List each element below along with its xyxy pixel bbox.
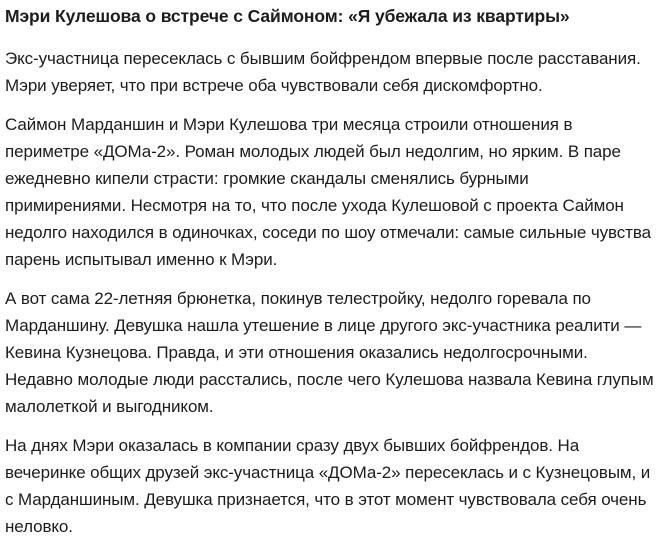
text-line: Недавно молодые люди расстались, после чего Кулешова назвала Кевина глупым — [5, 370, 654, 389]
article-title: Мэри Кулешова о встрече с Саймоном: «Я убежала из квартиры» — [5, 6, 570, 26]
text-line: Кевина Кузнецова. Правда, и эти отношения оказались недолгосрочными. — [5, 343, 588, 362]
text-line: периметре «ДОМа-2». Роман молодых людей был недолгим, но ярким. В паре — [5, 142, 621, 161]
text-line: ежедневно кипели страсти: громкие скандалы сменялись бурными — [5, 169, 529, 188]
text-line: Мэри уверяет, что при встрече оба чувствовали себя дискомфортно. — [5, 76, 543, 95]
text-line: Экс-участница пересеклась с бывшим бойфрендом впервые после расставания. — [5, 49, 641, 68]
text-line: вечеринке общих друзей экс-участница «ДОМа-2» пересеклась и с Кузнецовым, и — [5, 463, 651, 482]
text-line: А вот сама 22-летняя брюнетка, покинув телестройку, недолго горевала по — [5, 289, 591, 308]
text-line: Саймон Марданшин и Мэри Кулешова три месяца строили отношения в — [5, 115, 573, 134]
text-line: примирениями. Несмотря на то, что после ухода Кулешовой с проекта Саймон — [5, 196, 624, 215]
article-lead-paragraph — [5, 45, 666, 99]
text-line: с Марданшиным. Девушка признается, что в этот момент чувствовала себя очень — [5, 490, 647, 509]
text-line: неловко. — [5, 517, 73, 536]
article-paragraph-2 — [5, 111, 666, 273]
text-line: Марданшину. Девушка нашла утешение в лице другого экс-участника реалити — — [5, 316, 642, 335]
article-paragraph-4 — [5, 432, 666, 540]
text-line: парень испытывал именно к Мэри. — [5, 250, 278, 269]
text-line: недолго находился в одиночках, соседи по шоу отмечали: самые сильные чувства — [5, 223, 651, 242]
text-line: На днях Мэри оказалась в компании сразу двух бывших бойфрендов. На — [5, 436, 580, 455]
article-paragraph-3 — [5, 285, 666, 420]
text-line: малолеткой и выгодником. — [5, 397, 214, 416]
